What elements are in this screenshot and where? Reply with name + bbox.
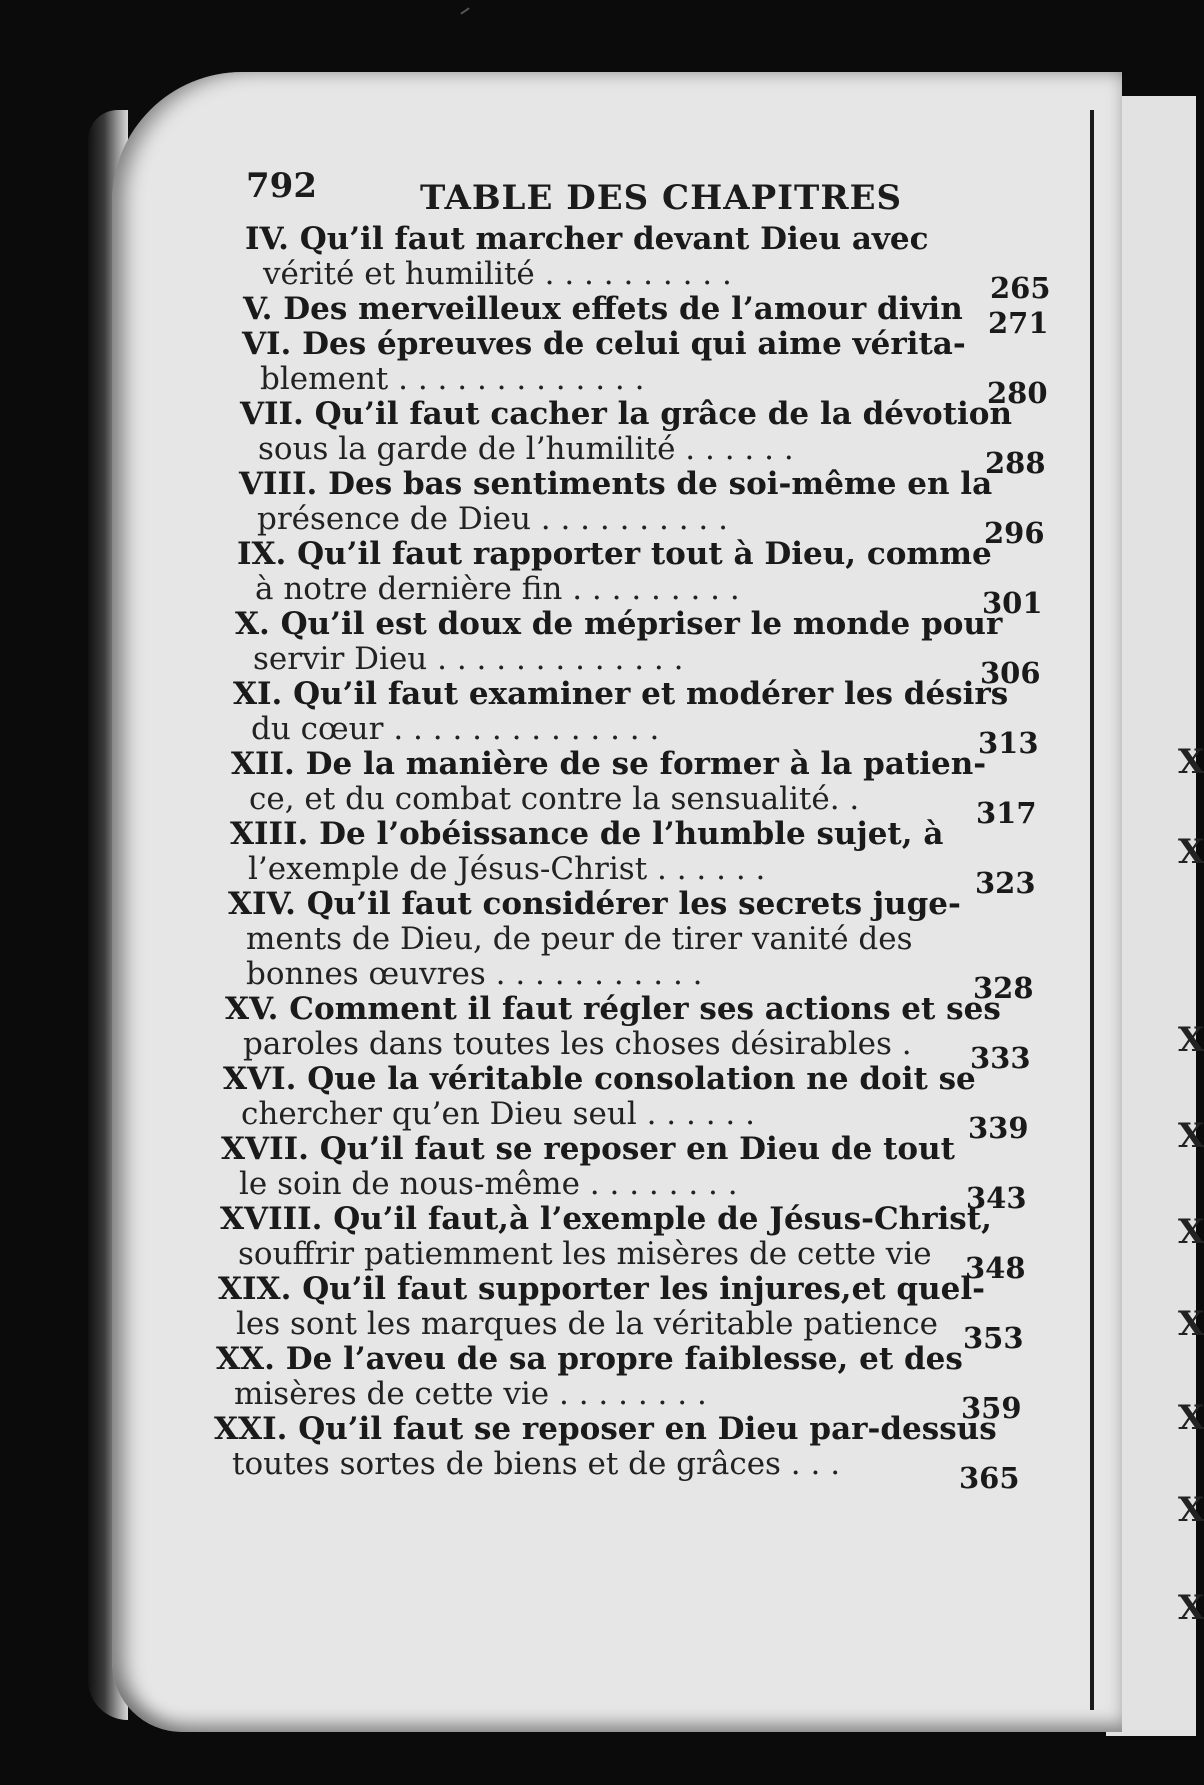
toc-entry-title: XVII. Qu’il faut se reposer en Dieu de tout <box>221 1131 955 1167</box>
toc-entry-continuation: sous la garde de l’humilité . . . . . . <box>258 431 794 467</box>
toc-entry-continuation: du cœur . . . . . . . . . . . . . . <box>251 711 660 747</box>
toc-entry-title: X. Qu’il est doux de mépriser le monde pour <box>235 606 1003 642</box>
toc-entry-title: XX. De l’aveu de sa propre faiblesse, et des <box>216 1341 963 1377</box>
toc-entry-continuation: blement . . . . . . . . . . . . . <box>260 361 645 397</box>
toc-page-number: 339 <box>968 1111 1029 1145</box>
toc-entry-continuation: souffrir patiemment les misères de cette vie <box>238 1236 932 1272</box>
toc-page-number: 359 <box>961 1391 1022 1425</box>
toc-entry-title: VIII. Des bas sentiments de soi-même en la <box>239 466 993 502</box>
toc-page-number: 317 <box>976 796 1037 830</box>
scan-speck <box>460 7 469 14</box>
facing-page-letter: X <box>1178 1588 1204 1628</box>
toc-entry-continuation: toutes sortes de biens et de grâces . . . <box>232 1446 841 1482</box>
toc-entry-title: VI. Des épreuves de celui qui aime vérita- <box>242 326 966 362</box>
toc-entry-title: XVIII. Qu’il faut,à l’exemple de Jésus-Christ, <box>220 1201 992 1237</box>
toc-entry-title: XXI. Qu’il faut se reposer en Dieu par-dessus <box>214 1411 997 1447</box>
facing-page-letter: X <box>1178 1212 1204 1252</box>
toc-entry-title: IV. Qu’il faut marcher devant Dieu avec <box>245 221 929 257</box>
toc-page-number: 323 <box>975 866 1036 900</box>
toc-entry-title: XII. De la manière de se former à la patien- <box>231 746 987 782</box>
toc-page-number: 301 <box>982 586 1043 620</box>
facing-page-letter: X <box>1178 1116 1204 1156</box>
toc-entry-title: XIX. Qu’il faut supporter les injures,et quel- <box>218 1271 985 1307</box>
toc-entry-continuation: les sont les marques de la véritable patience <box>236 1306 939 1342</box>
toc-entry-continuation: à notre dernière fin . . . . . . . . . <box>255 571 740 607</box>
facing-page-letter: X <box>1178 1398 1204 1438</box>
toc-entry-continuation: chercher qu’en Dieu seul . . . . . . <box>241 1096 755 1132</box>
toc-entry-title: XIII. De l’obéissance de l’humble sujet, à <box>230 816 944 852</box>
facing-page-letter: X <box>1178 1020 1204 1060</box>
toc-entry-title: VII. Qu’il faut cacher la grâce de la dévotion <box>240 396 1013 432</box>
toc-entry-continuation: servir Dieu . . . . . . . . . . . . . <box>253 641 684 677</box>
toc-entry-continuation: misères de cette vie . . . . . . . . <box>234 1376 707 1412</box>
facing-page-letter: X <box>1178 742 1204 782</box>
toc-entry-title: V. Des merveilleux effets de l’amour divin <box>243 291 963 327</box>
facing-page-letter: X <box>1178 1490 1204 1530</box>
toc-entry-continuation: ce, et du combat contre la sensualité. . <box>249 781 860 817</box>
toc-page-number: 348 <box>965 1251 1026 1285</box>
toc-page-number: 288 <box>985 446 1046 480</box>
toc-page-number: 313 <box>978 726 1039 760</box>
toc-page-number: 296 <box>984 516 1045 550</box>
facing-page-letter: X <box>1178 832 1204 872</box>
toc-entry-title: XI. Qu’il faut examiner et modérer les désirs <box>233 676 1009 712</box>
toc-entry-title: IX. Qu’il faut rapporter tout à Dieu, comme <box>237 536 992 572</box>
page-number: 792 <box>246 166 317 206</box>
toc-entry-continuation: bonnes œuvres . . . . . . . . . . . <box>246 956 703 992</box>
toc-entry-title: XIV. Qu’il faut considérer les secrets juge- <box>228 886 961 922</box>
page-fold-line <box>1090 110 1094 1710</box>
facing-page-letter: X <box>1178 1304 1204 1344</box>
toc-page-number: 265 <box>990 271 1051 305</box>
toc-entry-title: XV. Comment il faut régler ses actions et ses <box>225 991 1001 1027</box>
toc-entry-continuation: présence de Dieu . . . . . . . . . . <box>257 501 728 537</box>
toc-page-number: 271 <box>988 306 1049 340</box>
running-title: TABLE DES CHAPITRES <box>420 178 903 218</box>
toc-entry-continuation: paroles dans toutes les choses désirables . <box>243 1026 912 1062</box>
toc-entry-continuation: ments de Dieu, de peur de tirer vanité des <box>246 921 913 957</box>
toc-page-number: 333 <box>970 1041 1031 1075</box>
toc-page-number: 353 <box>963 1321 1024 1355</box>
toc-page-number: 280 <box>987 376 1048 410</box>
toc-page-number: 306 <box>980 656 1041 690</box>
toc-entry-title: XVI. Que la véritable consolation ne doit se <box>223 1061 976 1097</box>
toc-page-number: 365 <box>959 1461 1020 1495</box>
toc-entry-continuation: le soin de nous-même . . . . . . . . <box>239 1166 738 1202</box>
toc-entry-continuation: l’exemple de Jésus-Christ . . . . . . <box>248 851 766 887</box>
toc-page-number: 343 <box>966 1181 1027 1215</box>
toc-page-number: 328 <box>973 971 1034 1005</box>
toc-entry-continuation: vérité et humilité . . . . . . . . . . <box>263 256 732 292</box>
